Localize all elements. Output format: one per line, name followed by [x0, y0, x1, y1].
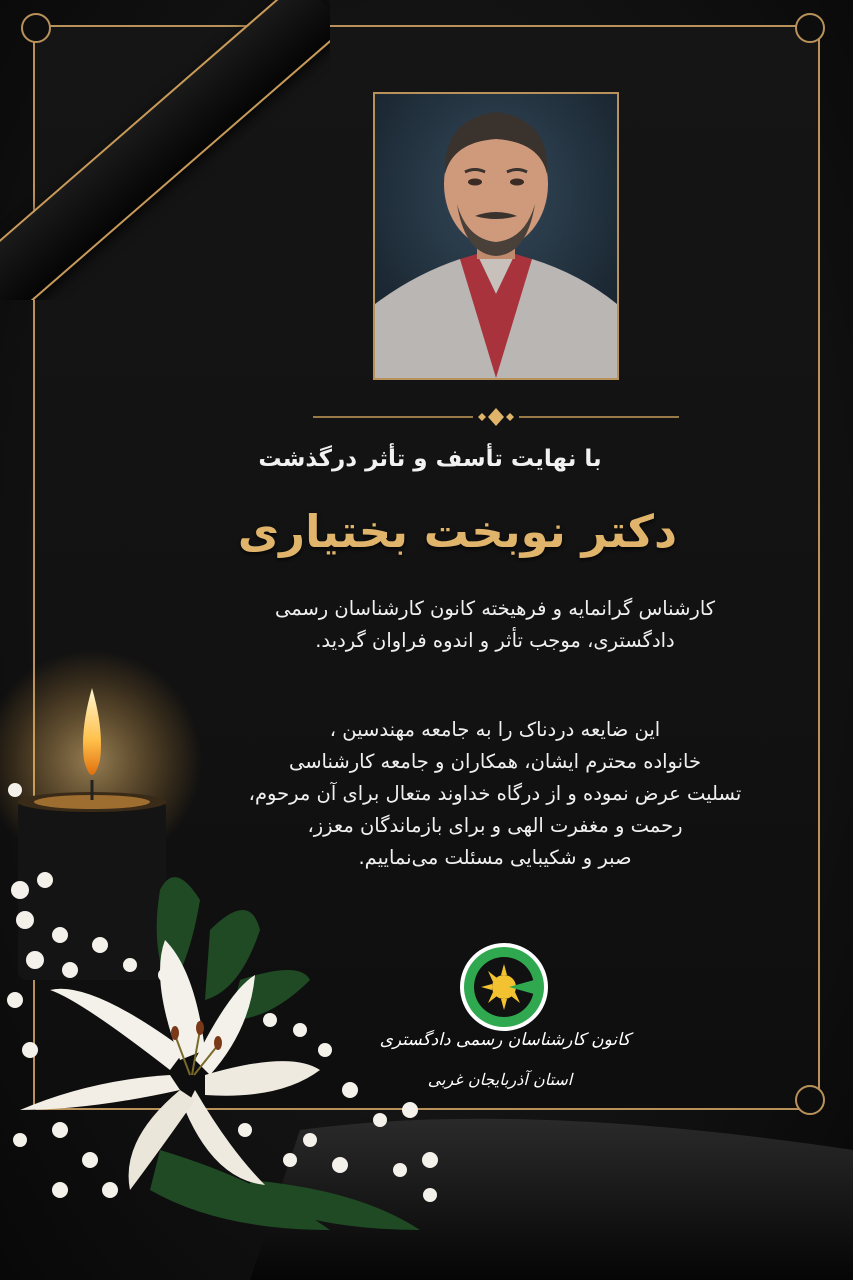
organization-name: کانون کارشناسان رسمی دادگستری — [379, 1030, 631, 1050]
mourning-ribbon-icon — [0, 0, 330, 300]
deceased-name: دکتر نوبخت بختیاری — [237, 505, 678, 558]
tribute-line: کارشناس گرانمایه و فرهیخته کانون کارشناسان رسمی — [274, 597, 716, 620]
announcement-subtitle: با نهایت تأسف و تأثر درگذشت — [258, 446, 602, 472]
condolence-line: تسلیت عرض نموده و از درگاه خداوند متعال برای آن مرحوم، — [248, 782, 742, 805]
portrait-photo — [373, 92, 619, 380]
diamond-ornament-icon — [313, 408, 679, 426]
tribute-paragraph — [205, 593, 785, 657]
organization-province: استان آذربایجان غربی — [427, 1070, 573, 1089]
frame-corner-ornament — [795, 1085, 825, 1115]
frame-corner-ornament — [795, 13, 825, 43]
tribute-line: دادگستری، موجب تأثر و اندوه فراوان گردید. — [315, 629, 675, 652]
black-cloth — [250, 1119, 853, 1280]
condolence-line: خانواده محترم ایشان، همکاران و جامعه کارشناسی — [288, 750, 702, 773]
condolence-line: صبر و شکیبایی مسئلت می‌نماییم. — [358, 846, 632, 869]
condolence-line: رحمت و مغفرت الهی و برای بازماندگان معزز، — [307, 814, 683, 837]
sun-emblem-icon — [459, 942, 549, 1032]
condolence-paragraph — [180, 714, 810, 874]
condolence-line: این ضایعه دردناک را به جامعه مهندسین ، — [329, 718, 661, 741]
